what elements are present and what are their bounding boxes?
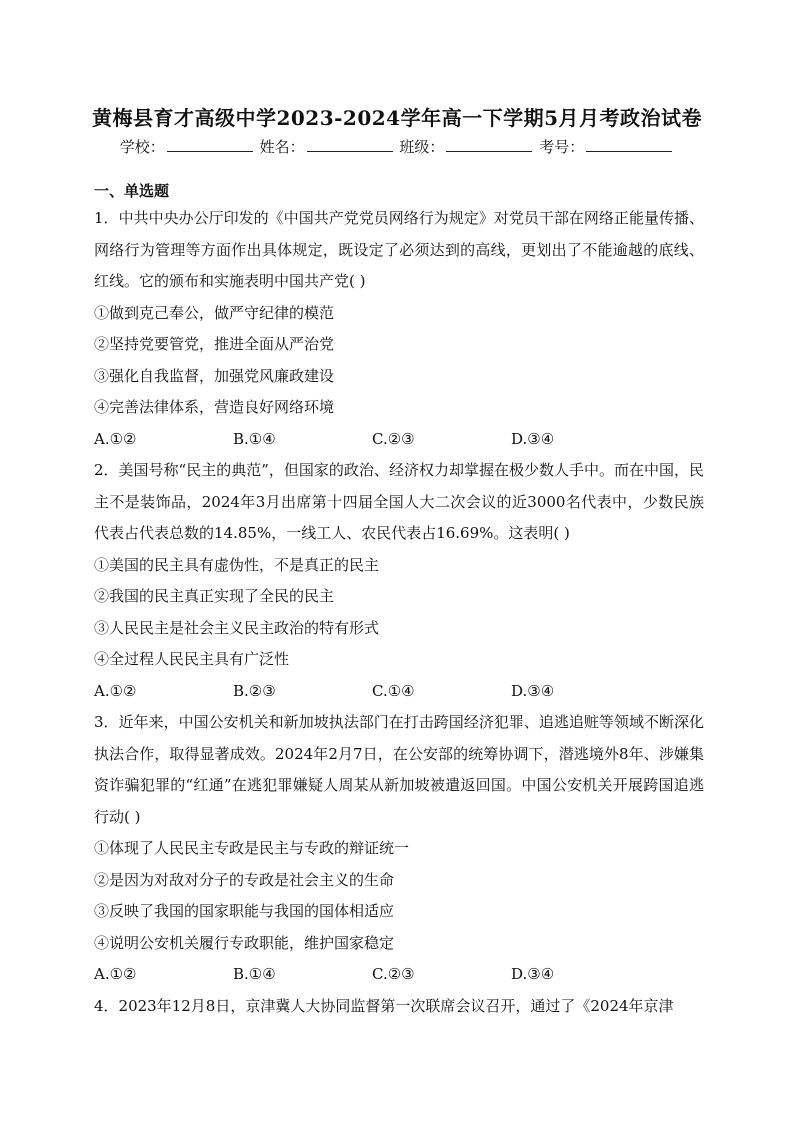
- option-a[interactable]: A.①②: [94, 429, 137, 448]
- option-b[interactable]: B.①④: [233, 429, 276, 448]
- statement-2: ②坚持党要管党，推进全面从严治党: [94, 335, 335, 353]
- question-1: [94, 203, 704, 455]
- question-3: [94, 707, 704, 991]
- statement-2: ②是因为对敌对分子的专政是社会主义的生命: [94, 870, 395, 889]
- questions-list: [94, 203, 704, 1022]
- question-stem: 3．近年来，中国公安机关和新加坡执法部门在打击跨国经济犯罪、追逃追赃等领域不断深化执法合作，取得显著成效。2024年2月7日，在公安部的统筹协调下，潜逃境外8年、涉嫌集资诈骗犯罪的“红通”在逃犯罪嫌疑人周某从新加坡被遣返回国。中国公安机关开展跨国追逃行动( ): [94, 713, 704, 826]
- statement-3: ③反映了我国的国家职能与我国的国体相适应: [94, 902, 395, 920]
- option-c[interactable]: C.①④: [372, 681, 415, 700]
- exam-number-blank[interactable]: [586, 137, 672, 152]
- option-d[interactable]: D.③④: [511, 965, 555, 983]
- question-4: [94, 991, 704, 1023]
- question-stem: 1．中共中央办公厅印发的《中国共产党党员网络行为规定》对党员干部在网络正能量传播、网络行为管理等方面作出具体规定，既设定了必须达到的高线，更划出了不能逾越的底线、红线。它的颁布和实施表明中国共产党( ): [94, 209, 704, 290]
- school-label: 学校：: [119, 138, 165, 156]
- statement-1: ①做到克己奉公，做严守纪律的模范: [94, 303, 335, 322]
- option-a[interactable]: A.①②: [94, 681, 137, 700]
- option-c[interactable]: C.②③: [372, 965, 415, 983]
- class-blank[interactable]: [446, 137, 532, 152]
- option-d[interactable]: D.③④: [511, 429, 555, 448]
- page-title: 黄梅县育才高级中学2023-2024学年高一下学期5月月考政治试卷: [91, 106, 703, 130]
- option-d[interactable]: D.③④: [511, 681, 555, 700]
- class-label: 班级：: [399, 138, 445, 156]
- exam-number-label: 考号：: [539, 138, 585, 156]
- question-stem: 4．2023年12月8日，京津冀人大协同监督第一次联席会议召开，通过了《2024年京津: [94, 996, 674, 1015]
- statement-3: ③强化自我监督，加强党风廉政建设: [94, 366, 335, 385]
- question-stem: 2．美国号称“民主的典范”，但国家的政治、经济权力却掌握在极少数人手中。而在中国，民主不是装饰品，2024年3月出席第十四届全国人大二次会议的近3000名代表中，少数民族代表占代表总数的14.85%，一线工人、农民代表占16.69%。这表明( ): [94, 461, 704, 542]
- statement-3: ③人民民主是社会主义民主政治的特有形式: [94, 618, 380, 637]
- statement-4: ④完善法律体系，营造良好网络环境: [94, 398, 335, 416]
- option-a[interactable]: A.①②: [94, 965, 137, 983]
- answer-options: [94, 424, 704, 456]
- name-label: 姓名：: [259, 138, 305, 156]
- option-b[interactable]: B.①④: [233, 965, 276, 983]
- option-b[interactable]: B.②③: [233, 681, 276, 700]
- statement-1: ①美国的民主具有虚伪性，不是真正的民主: [94, 555, 380, 574]
- answer-options: [94, 676, 704, 708]
- school-blank[interactable]: [167, 137, 253, 152]
- option-c[interactable]: C.②③: [372, 429, 415, 448]
- statement-2: ②我国的民主真正实现了全民的民主: [94, 587, 335, 605]
- answer-options: [94, 959, 704, 991]
- question-2: [94, 455, 704, 707]
- name-blank[interactable]: [307, 137, 393, 152]
- statement-4: ④说明公安机关履行专政职能，维护国家稳定: [94, 933, 395, 952]
- statement-1: ①体现了人民民主专政是民主与专政的辩证统一: [94, 839, 410, 857]
- statement-4: ④全过程人民民主具有广泛性: [94, 650, 290, 668]
- section-heading: 一、单选题: [94, 182, 170, 200]
- student-info-line: [0, 136, 794, 157]
